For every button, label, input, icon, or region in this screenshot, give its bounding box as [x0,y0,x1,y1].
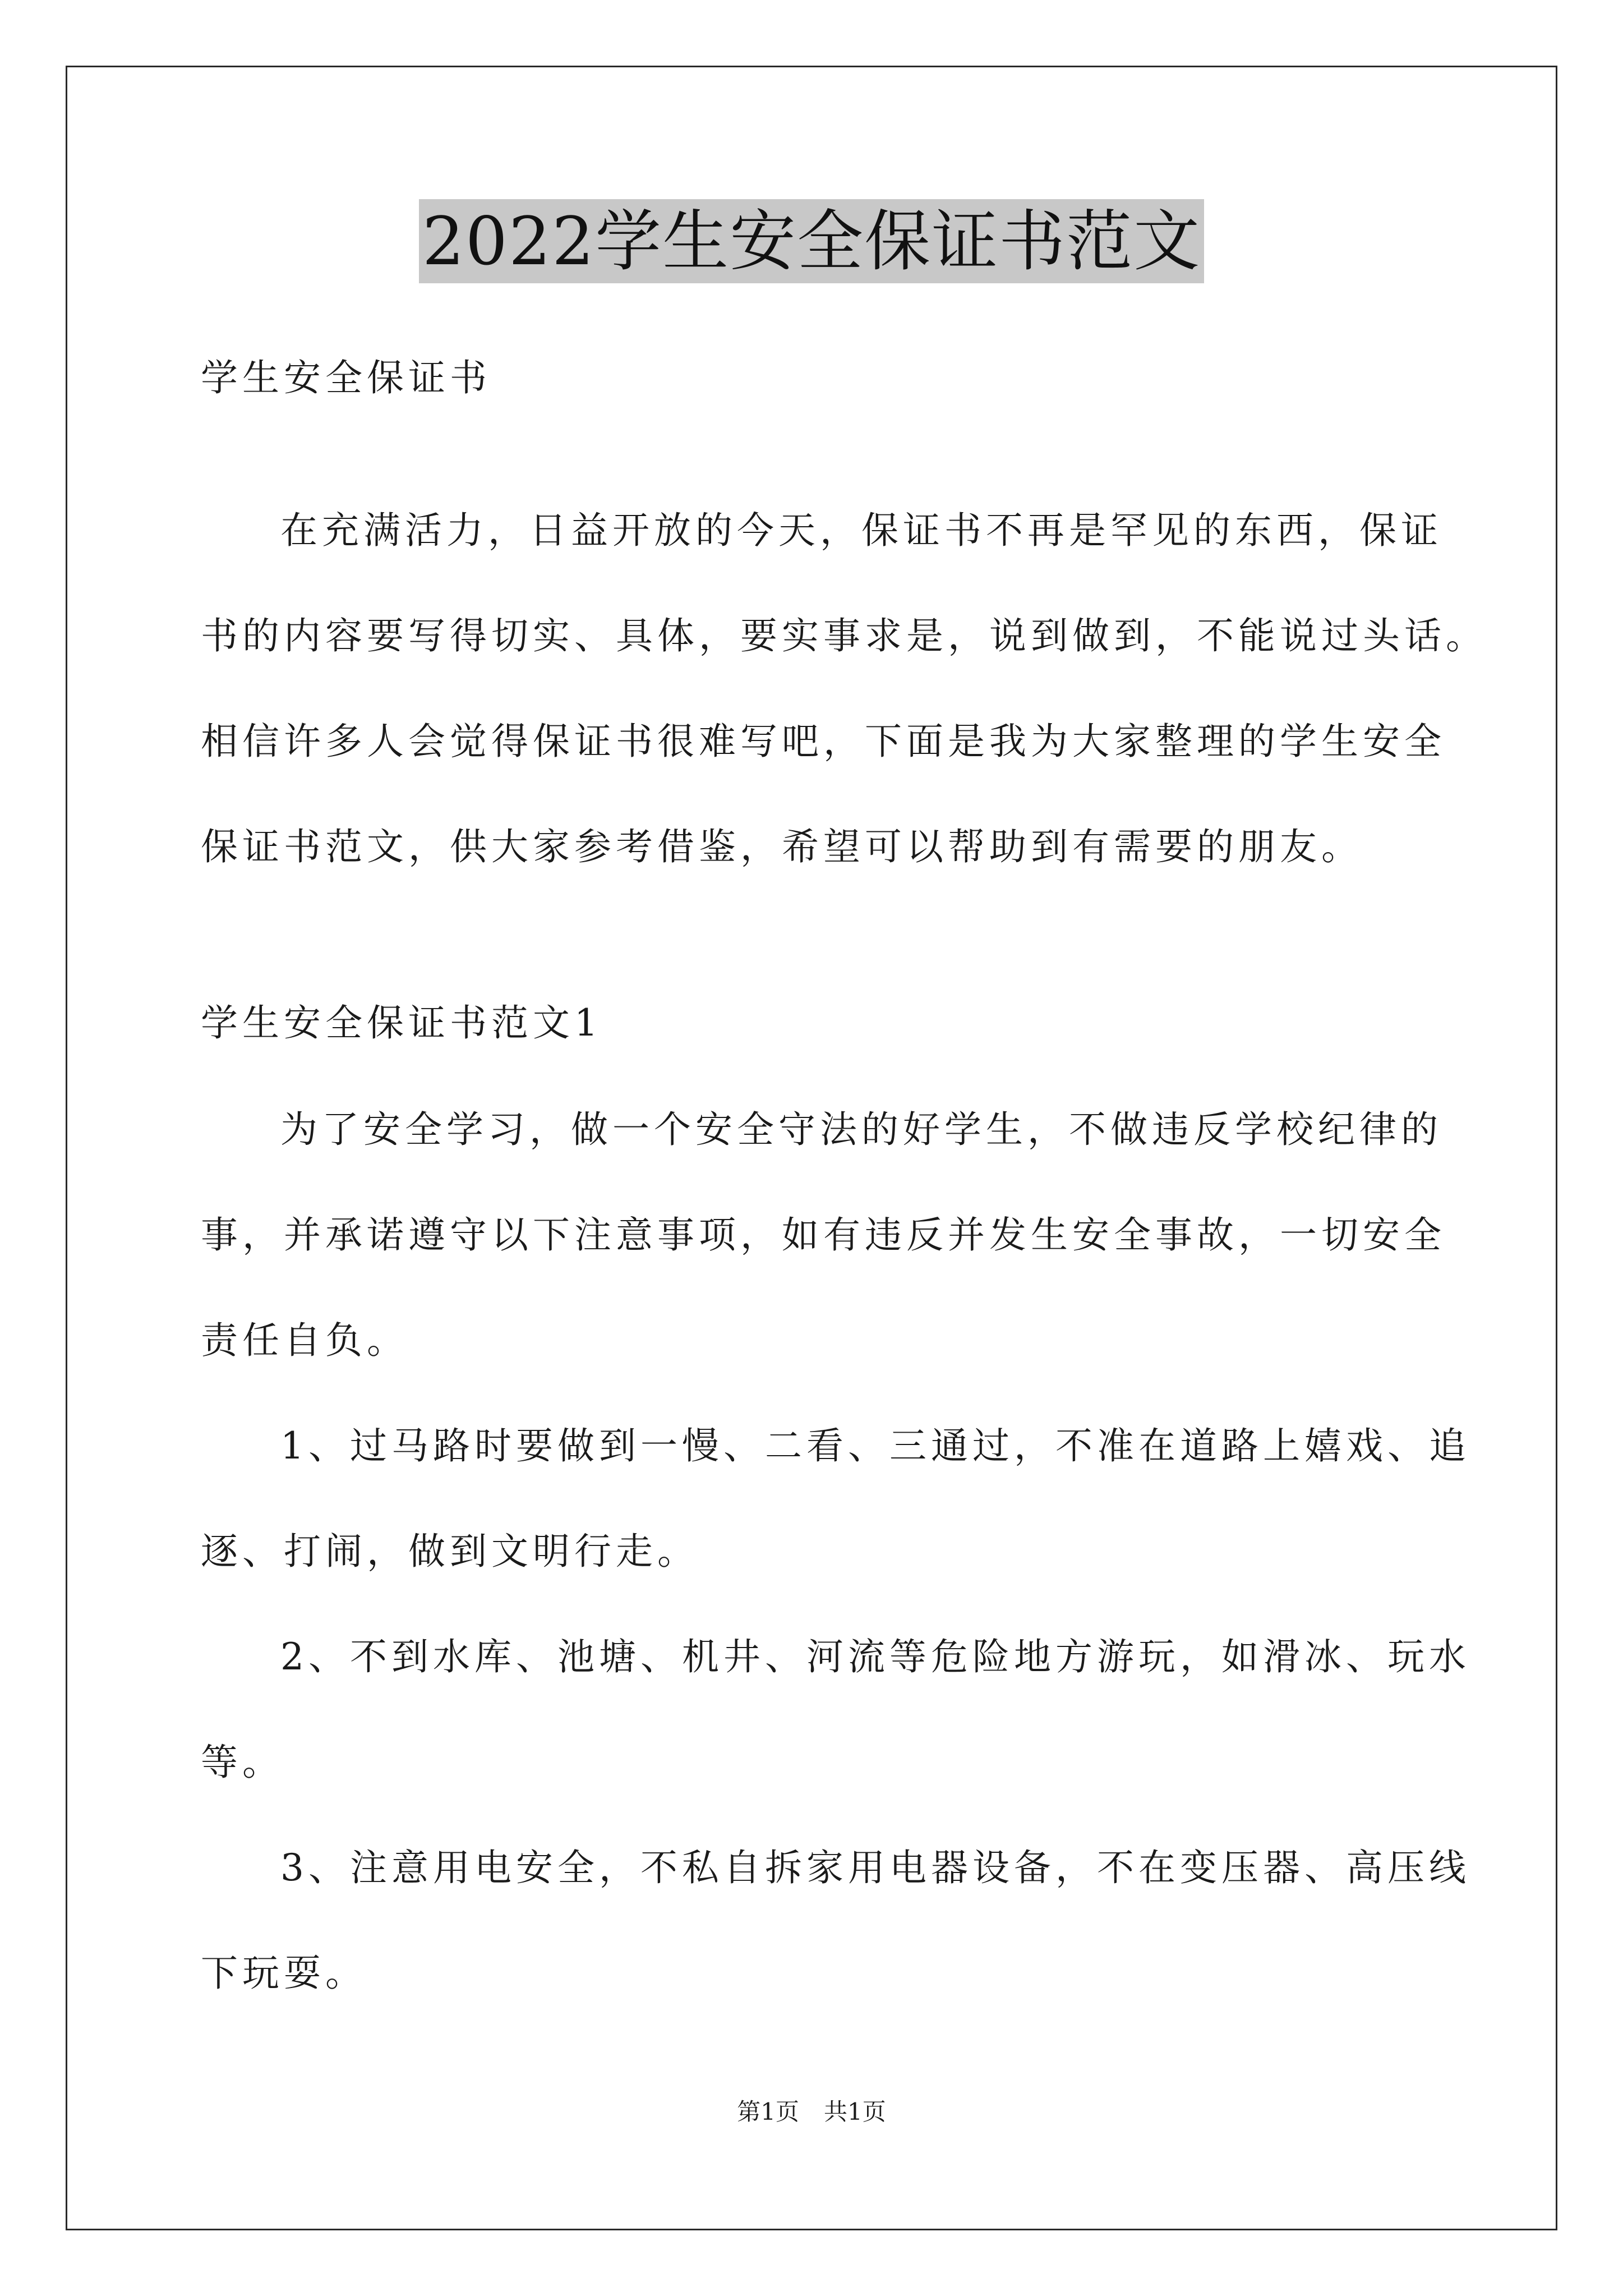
section1-line-8: 3、注意用电安全，不私自拆家用电器设备，不在变压器、高压线 [280,1846,1470,1889]
section1-heading: 学生安全保证书范文1 [201,1001,602,1045]
intro-line-2: 书的内容要写得切实、具体，要实事求是，说到做到，不能说过头话。 [201,614,1487,657]
page-number: 第1页 [737,2098,799,2125]
intro-line-4: 保证书范文，供大家参考借鉴，希望可以帮助到有需要的朋友。 [201,825,1363,868]
section1-line-7: 等。 [201,1741,284,1784]
title-container [0,199,1623,283]
page-total: 共1页 [824,2098,886,2125]
section1-line-2: 事，并承诺遵守以下注意事项，如有违反并发生安全事故，一切安全 [201,1213,1446,1257]
section1-line-4: 1、过马路时要做到一慢、二看、三通过，不准在道路上嬉戏、追 [280,1424,1470,1467]
intro-line-1: 在充满活力，日益开放的今天，保证书不再是罕见的东西，保证 [280,509,1442,552]
section1-line-5: 逐、打闹，做到文明行走。 [201,1530,699,1573]
section1-line-9: 下玩耍。 [201,1952,367,1995]
section1-line-6: 2、不到水库、池塘、机井、河流等危险地方游玩，如滑冰、玩水 [280,1635,1470,1678]
section1-line-3: 责任自负。 [201,1319,408,1362]
intro-line-3: 相信许多人会觉得保证书很难写吧，下面是我为大家整理的学生安全 [201,720,1446,763]
section1-line-1: 为了安全学习，做一个安全守法的好学生，不做违反学校纪律的 [280,1108,1442,1151]
page-footer [0,2098,1623,2126]
intro-heading: 学生安全保证书 [201,356,491,399]
document-title: 2022学生安全保证书范文 [419,199,1204,283]
